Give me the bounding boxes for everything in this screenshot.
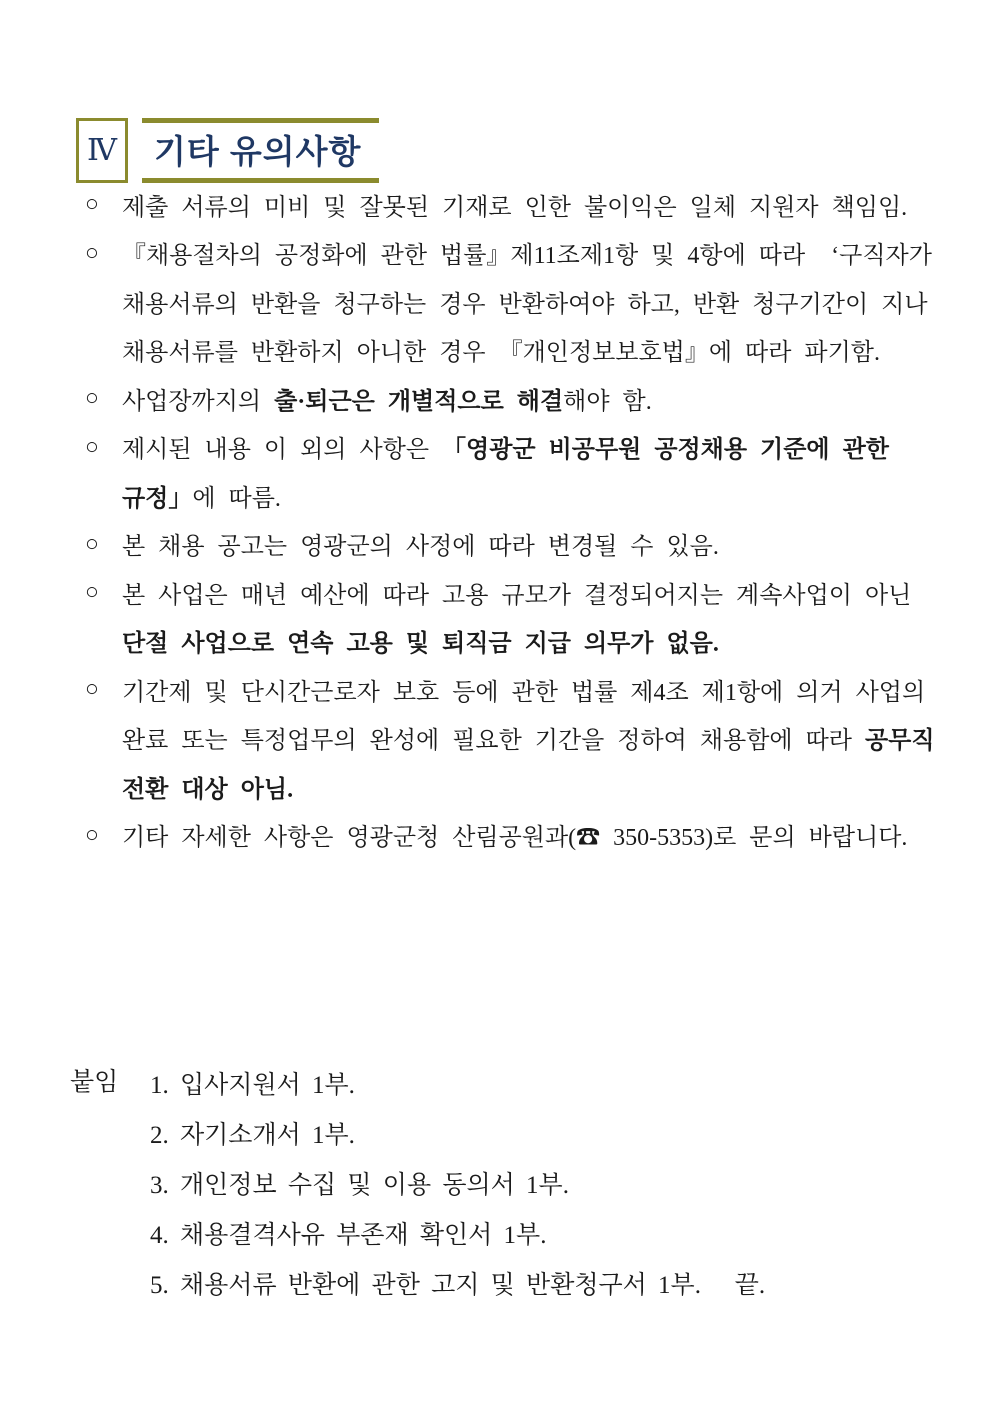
notice-text	[122, 672, 925, 707]
text-segment: 공무직	[864, 728, 935, 755]
attachments-label: 붙임	[70, 1069, 119, 1096]
bullet-icon: ○	[85, 433, 99, 459]
notice-text	[122, 478, 281, 513]
section-header	[76, 118, 379, 183]
text-segment: 사업장까지의	[122, 388, 275, 415]
notice-text	[122, 381, 652, 416]
text-segment: 전환 대상 아님.	[122, 776, 294, 803]
text-segment: 에 따름.	[192, 485, 281, 512]
text-segment: 규정」	[122, 485, 193, 512]
section-title-box	[142, 118, 379, 183]
page-title: 기타 유의사항	[154, 133, 362, 170]
text-segment: 완료 또는 특정업무의 완성에 필요한 기간을 정하여 채용함에 따라	[122, 728, 865, 755]
text-segment: 제시된 내용 이 외의 사항은	[122, 437, 443, 464]
bullet-icon: ○	[85, 579, 99, 605]
bullet-icon: ○	[85, 385, 99, 411]
phone-icon: ☎	[576, 825, 601, 852]
notice-text	[122, 187, 907, 222]
text-segment: 기간제 및 단시간근로자 보호 등에 관한 법률 제4조 제1항에 의거 사업의	[122, 679, 926, 706]
text-segment: 「영광군 비공무원 공정채용 기준에 관한	[442, 437, 889, 464]
notice-line	[85, 326, 947, 375]
notice-line	[85, 423, 947, 472]
notice-line	[85, 617, 947, 666]
attachment-item: 1. 입사지원서 1부.	[150, 1072, 355, 1099]
bullet-icon: ○	[85, 530, 99, 556]
notice-text	[122, 769, 293, 804]
text-segment: 해야 함.	[563, 388, 652, 415]
text-segment: 본 채용 공고는 영광군의 사정에 따라 변경될 수 있음.	[122, 534, 719, 561]
notice-text	[122, 623, 719, 658]
notice-text	[122, 817, 907, 852]
notice-list	[85, 180, 947, 859]
text-segment: 채용서류의 반환을 청구하는 경우 반환하여야 하고, 반환 청구기간이 지나	[122, 291, 928, 318]
attachment-item: 4. 채용결격사유 부존재 확인서 1부.	[150, 1222, 547, 1249]
notice-text	[122, 575, 911, 610]
text-segment: 단절 사업으로 연속 고용 및 퇴직금 지급 의무가 없음.	[122, 631, 719, 658]
notice-line	[85, 471, 947, 520]
attachment-item: 2. 자기소개서 1부.	[150, 1122, 355, 1149]
bullet-icon: ○	[85, 676, 99, 702]
attachment-items	[150, 1058, 765, 1308]
text-segment: 기타 자세한 사항은 영광군청 산림공원과(	[122, 825, 577, 852]
notice-line	[85, 180, 947, 229]
text-segment: 채용서류를 반환하지 아니한 경우 『개인정보보호법』에 따라 파기함.	[122, 340, 880, 367]
text-segment: 350-5353)로 문의 바랍니다.	[600, 825, 908, 852]
notice-text	[122, 235, 932, 270]
notice-line	[85, 665, 947, 714]
section-number: Ⅳ	[87, 134, 117, 167]
notice-line	[85, 811, 947, 860]
notice-line	[85, 374, 947, 423]
notice-line	[85, 277, 947, 326]
notice-line	[85, 762, 947, 811]
bullet-icon: ○	[85, 239, 99, 265]
notice-text	[122, 526, 719, 561]
attachment-item: 3. 개인정보 수집 및 이용 동의서 1부.	[150, 1172, 569, 1199]
section-number-box	[76, 118, 128, 183]
text-segment: 본 사업은 매년 예산에 따라 고용 규모가 결정되어지는 계속사업이 아닌	[122, 582, 912, 609]
bullet-icon: ○	[85, 821, 99, 847]
text-segment: 출·퇴근은 개별적으로 해결	[274, 388, 564, 415]
notice-line	[85, 714, 947, 763]
notice-line	[85, 520, 947, 569]
attachments	[70, 1058, 765, 1308]
attachment-item: 5. 채용서류 반환에 관한 고지 및 반환청구서 1부. 끝.	[150, 1272, 766, 1299]
notice-line	[85, 568, 947, 617]
notice-text	[122, 332, 880, 367]
text-segment: 『채용절차의 공정화에 관한 법률』제11조제1항 및 4항에 따라 ‘구직자가	[122, 243, 932, 270]
notice-line	[85, 229, 947, 278]
text-segment: 제출 서류의 미비 및 잘못된 기재로 인한 불이익은 일체 지원자 책임임.	[122, 194, 908, 221]
notice-text	[122, 720, 935, 755]
notice-text	[122, 284, 928, 319]
bullet-icon: ○	[85, 191, 99, 217]
notice-text	[122, 429, 889, 464]
